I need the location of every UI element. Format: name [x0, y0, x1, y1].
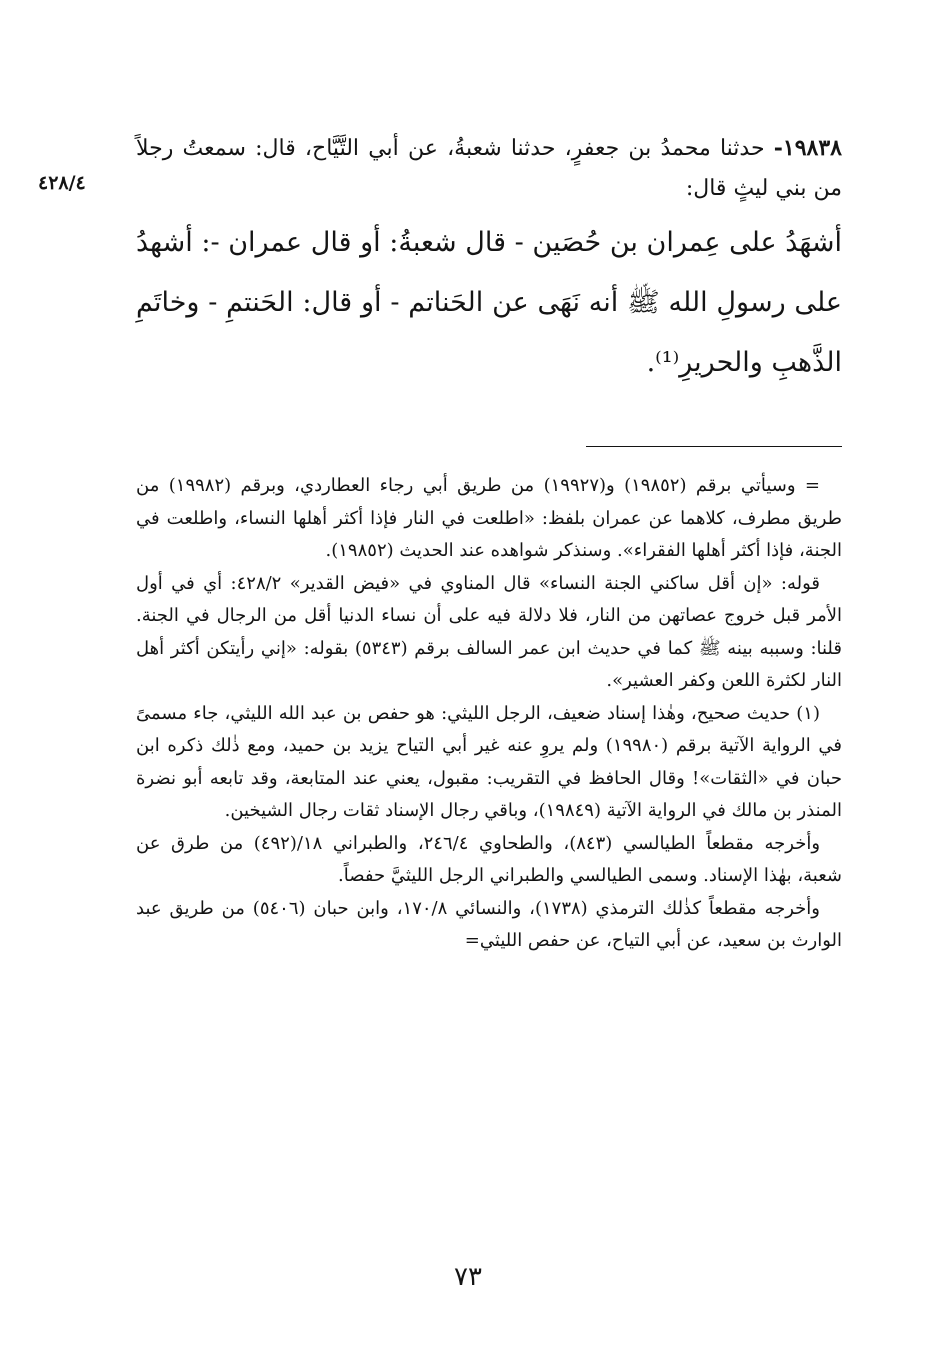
footnotes — [136, 470, 842, 958]
hadith-text — [136, 128, 842, 393]
footnote-separator — [586, 446, 842, 447]
margin-volume-page-reference: ٤٢٨/٤ — [38, 172, 86, 194]
footnote-paragraph: وأخرجه مقطعاً الطيالسي (٨٤٣)، والطحاوي ٢٤٦/٤، والطبراني ١٨/(٤٩٢) من طرق عن شعبة، بهٰذا الإسناد. وسمى الطيالسي والطبراني الرجل الليثيَّ حفصاً. — [136, 832, 842, 886]
footnote-paragraph: وأخرجه مقطعاً كذٰلك الترمذي (١٧٣٨)، والنسائي ١٧٠/٨، وابن حبان (٥٤٠٦) من طريق عبد الوارث بن سعيد، عن أبي التياح، عن حفص الليثي= — [136, 897, 842, 951]
footnote-continuation: = وسيأتي برقم (١٩٨٥٢) و(١٩٩٢٧) من طريق أبي رجاء العطاردي، وبرقم (١٩٩٨٢) من طريق مطرف، كلاهما عن عمران بلفظ: «اطلعت في النار فإذا أكثر أهلها النساء، واطلعت في الجنة، فإذا أكثر أهلها الفقراء». وسنذكر شواهده عند الحديث (١٩٨٥٢). — [136, 475, 842, 561]
footnote-paragraph: قوله: «إن أقل ساكني الجنة النساء» قال المناوي في «فيض القدير» ٤٢٨/٢: أي في أول الأمر قبل خروج عصاتهن من النار، فلا دلالة فيه على أن نساء الدنيا أقل من الرجال في الجنة. قلنا: وسببه بينه ﷺ كما في حديث ابن عمر السالف برقم (٥٣٤٣) بقوله: «إني رأيتكن أكثر أهل النار لكثرة اللعن وكفر العشير». — [136, 572, 842, 691]
footnote-1: (١) حديث صحيح، وهٰذا إسناد ضعيف، الرجل الليثي: هو حفص بن عبد الله الليثي، جاء مسمىً في الرواية الآتية برقم (١٩٩٨٠) ولم يروِ عنه غير أبي التياح يزيد بن حميد، ومع ذٰلك ذكره ابن حبان في «الثقات»! وقال الحافظ في التقريب: مقبول، يعني عند المتابعة، وقد تابعه أبو نضرة المنذر بن مالك في الرواية الآتية (١٩٨٤٩)، وباقي رجال الإسناد ثقات رجال الشيخين. — [136, 702, 843, 821]
hadith-number: ١٩٨٣٨- — [773, 135, 842, 161]
page-number: ٧٣ — [454, 1262, 482, 1292]
hadith-matn: أشهَدُ على عِمران بن حُصَين - قال شعبةُ: أو قال عمران -: أشهدُ على رسولِ الله ﷺ أنه نَهَى عن الحَناتم - أو قال: الحَنتمِ - وخاتَمِ الذَّهبِ والحريرِ⁽¹⁾. — [136, 227, 842, 378]
hadith-chain — [136, 128, 842, 209]
hadith-chain-text: حدثنا محمدُ بن جعفرٍ، حدثنا شعبةُ، عن أبي التَّيَّاح، قال: سمعتُ رجلاً من بني ليثٍ قال: — [136, 136, 842, 201]
